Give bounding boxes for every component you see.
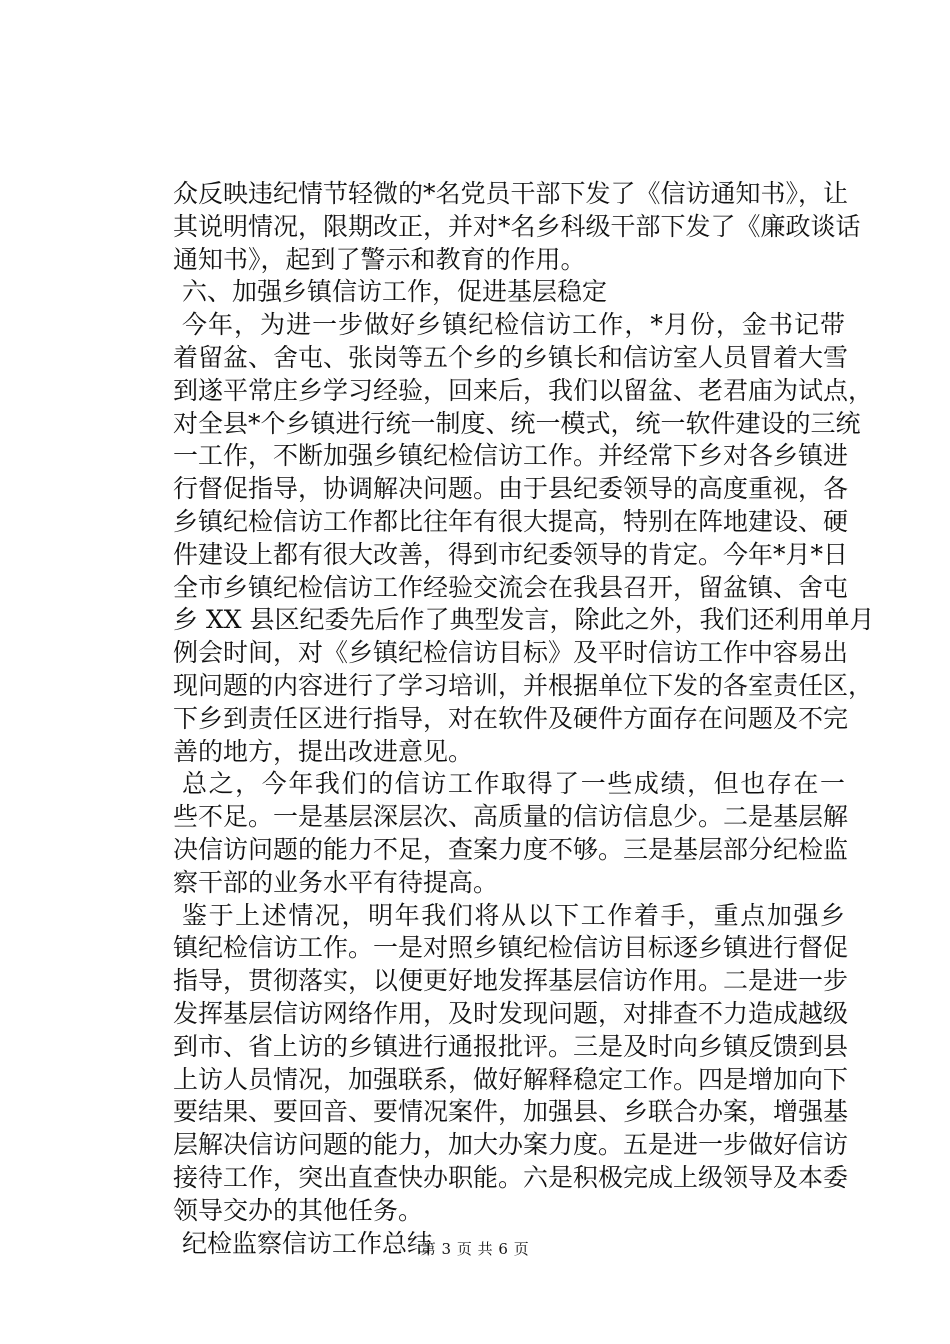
text-line: 乡 XX 县区纪委先后作了典型发言，除此之外，我们还利用单月 (173, 605, 875, 635)
text-line: 着留盆、舍屯、张岗等五个乡的乡镇长和信访室人员冒着大雪 (173, 342, 849, 372)
text-line: 总之，今年我们的信访工作取得了一些成绩，但也存在一 (182, 769, 845, 799)
text-line: 些不足。一是基层深层次、高质量的信访信息少。二是基层解 (173, 802, 849, 832)
text-line: 通知书》，起到了警示和教育的作用。 (173, 244, 586, 274)
text-line: 察干部的业务水平有待提高。 (173, 867, 499, 897)
text-line: 众反映违纪情节轻微的*名党员干部下发了《信访通知书》，让 (173, 179, 849, 208)
text-line: 领导交办的其他任务。 (173, 1195, 424, 1225)
text-line: 件建设上都有很大改善，得到市纪委领导的肯定。今年*月*日 (173, 539, 849, 569)
text-line: 要结果、要回音、要情况案件，加强县、乡联合办案，增强基 (173, 1097, 849, 1127)
page-footer: 第 3 页 共 6 页 (420, 1240, 530, 1258)
text-line: 鉴于上述情况，明年我们将从以下工作着手，重点加强乡 (182, 900, 845, 930)
text-line: 到市、省上访的乡镇进行通报批评。三是及时向乡镇反馈到县 (173, 1031, 849, 1061)
text-line: 上访人员情况，加强联系，做好解释稳定工作。四是增加向下 (173, 1064, 849, 1094)
text-line: 乡镇纪检信访工作都比往年有很大提高，特别在阵地建设、硬 (173, 506, 849, 536)
text-line: 行督促指导，协调解决问题。由于县纪委领导的高度重视，各 (173, 474, 849, 504)
text-line: 层解决信访问题的能力，加大办案力度。五是进一步做好信访 (173, 1130, 849, 1160)
text-line: 镇纪检信访工作。一是对照乡镇纪检信访目标逐乡镇进行督促 (173, 933, 849, 963)
text-line: 六、加强乡镇信访工作，促进基层稳定 (182, 277, 608, 307)
text-line: 对全县*个乡镇进行统一制度、统一模式，统一软件建设的三统 (173, 408, 861, 438)
text-line: 下乡到责任区进行指导，对在软件及硬件方面存在问题及不完 (173, 703, 849, 733)
text-line: 发挥基层信访网络作用，及时发现问题，对排查不力造成越级 (173, 998, 849, 1028)
text-line: 指导，贯彻落实，以便更好地发挥基层信访作用。二是进一步 (173, 966, 849, 996)
text-line: 到遂平常庄乡学习经验，回来后，我们以留盆、老君庙为试点， (173, 375, 874, 405)
text-line: 其说明情况，限期改正，并对*名乡科级干部下发了《廉政谈话 (173, 211, 861, 241)
text-line: 全市乡镇纪检信访工作经验交流会在我县召开，留盆镇、舍屯 (173, 572, 849, 602)
text-line: 现问题的内容进行了学习培训，并根据单位下发的各室责任区， (173, 670, 874, 700)
text-line: 善的地方，提出改进意见。 (173, 736, 474, 766)
text-line: 今年，为进一步做好乡镇纪检信访工作，*月份，金书记带 (182, 310, 845, 340)
text-line: 例会时间，对《乡镇纪检信访目标》及平时信访工作中容易出 (173, 638, 849, 668)
text-line: 一工作，不断加强乡镇纪检信访工作。并经常下乡对各乡镇进 (173, 441, 849, 471)
text-line: 纪检监察信访工作总结 (182, 1228, 433, 1258)
text-line: 决信访问题的能力不足，查案力度不够。三是基层部分纪检监 (173, 834, 849, 864)
document-body (173, 178, 875, 1260)
text-line: 接待工作，突出直查快办职能。六是积极完成上级领导及本委 (173, 1162, 849, 1192)
